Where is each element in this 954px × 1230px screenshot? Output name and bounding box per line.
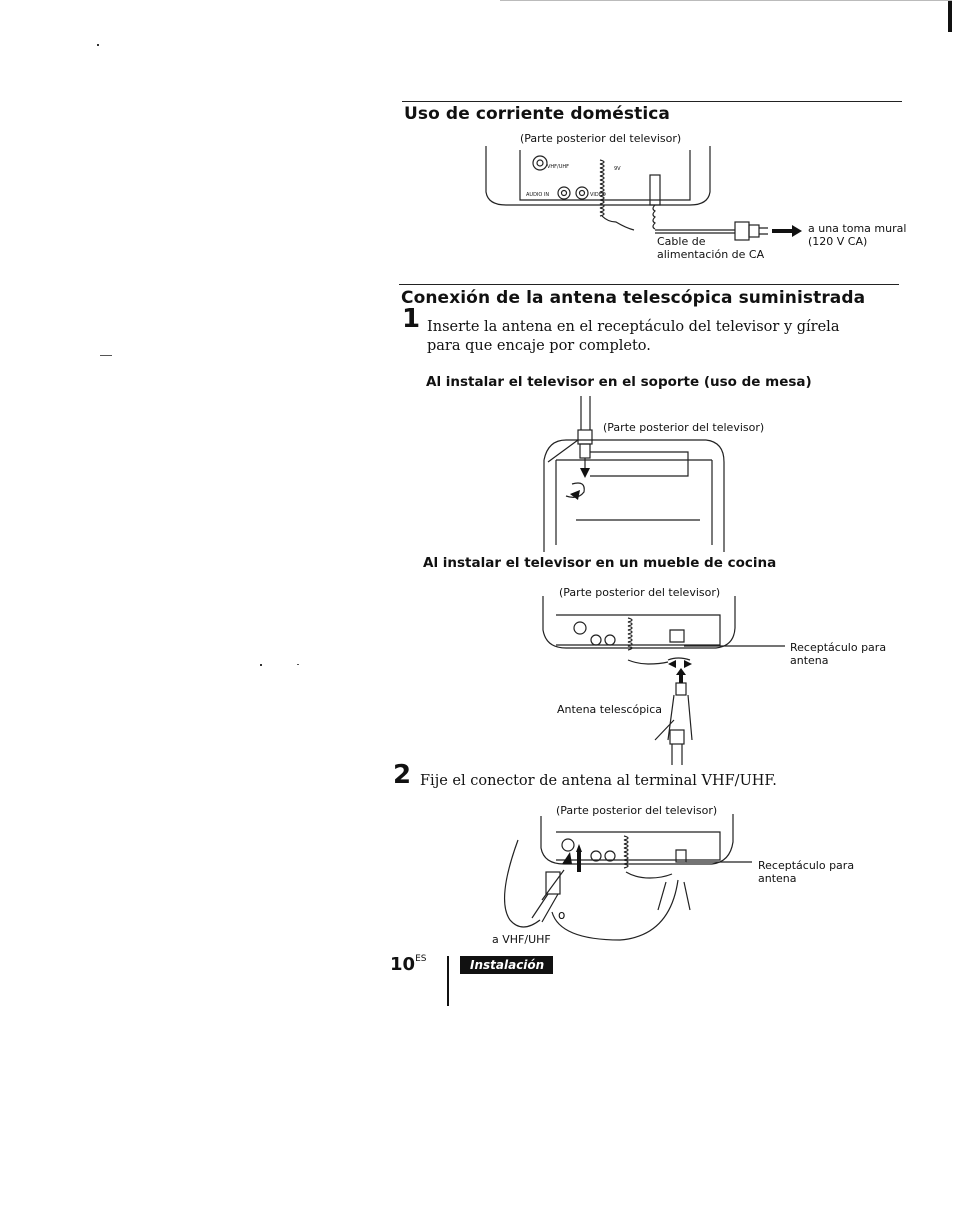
scan-speck	[97, 44, 99, 46]
label-outlet: a una toma mural (120 V CA)	[808, 222, 907, 248]
step-2-number: 2	[393, 760, 412, 790]
panel-label-video: VIDEO	[590, 192, 606, 198]
scan-speck	[260, 664, 262, 666]
subheading-cabinet-use: Al instalar el televisor en un mueble de cocina	[423, 555, 777, 571]
step-2-text: Fije el conector de antena al terminal VHF/UHF.	[420, 773, 777, 789]
section-title-antenna: Conexión de la antena telescópica suministrada	[401, 288, 866, 308]
label-receptacle-1: Receptáculo para antena	[790, 641, 887, 667]
step-1-text: Inserte la antena en el receptáculo del televisor y gírela para que encaje por completo.	[427, 319, 840, 354]
caption-back-vhf: (Parte posterior del televisor)	[556, 804, 718, 817]
page-number	[390, 954, 426, 975]
step-1-number: 1	[402, 304, 421, 334]
caption-back-household: (Parte posterior del televisor)	[520, 132, 682, 145]
label-vhf-uhf: a VHF/UHF	[492, 933, 551, 946]
label-telescopic: Antena telescópica	[557, 703, 663, 716]
label-receptacle-2: Receptáculo para antena	[758, 859, 855, 885]
panel-label-9v: 9V	[614, 166, 621, 172]
subheading-table-use: Al instalar el televisor en el soporte (uso de mesa)	[426, 374, 812, 390]
scan-speck	[100, 355, 112, 356]
panel-label-vhf: VHF/UHF	[547, 164, 570, 170]
page-number-suffix: ES	[415, 954, 427, 964]
label-or: o	[558, 908, 566, 922]
label-cable: Cable de alimentación de CA	[657, 235, 765, 261]
page-number-value: 10	[390, 954, 416, 975]
caption-back-cabinet: (Parte posterior del televisor)	[559, 586, 721, 599]
section-title-household: Uso de corriente doméstica	[404, 104, 671, 124]
panel-label-audio: AUDIO IN	[526, 192, 550, 198]
caption-back-table: (Parte posterior del televisor)	[603, 421, 765, 434]
footer-divider	[447, 956, 449, 1006]
footer-tab-label: Instalación	[460, 956, 553, 974]
scan-speck	[297, 664, 299, 665]
